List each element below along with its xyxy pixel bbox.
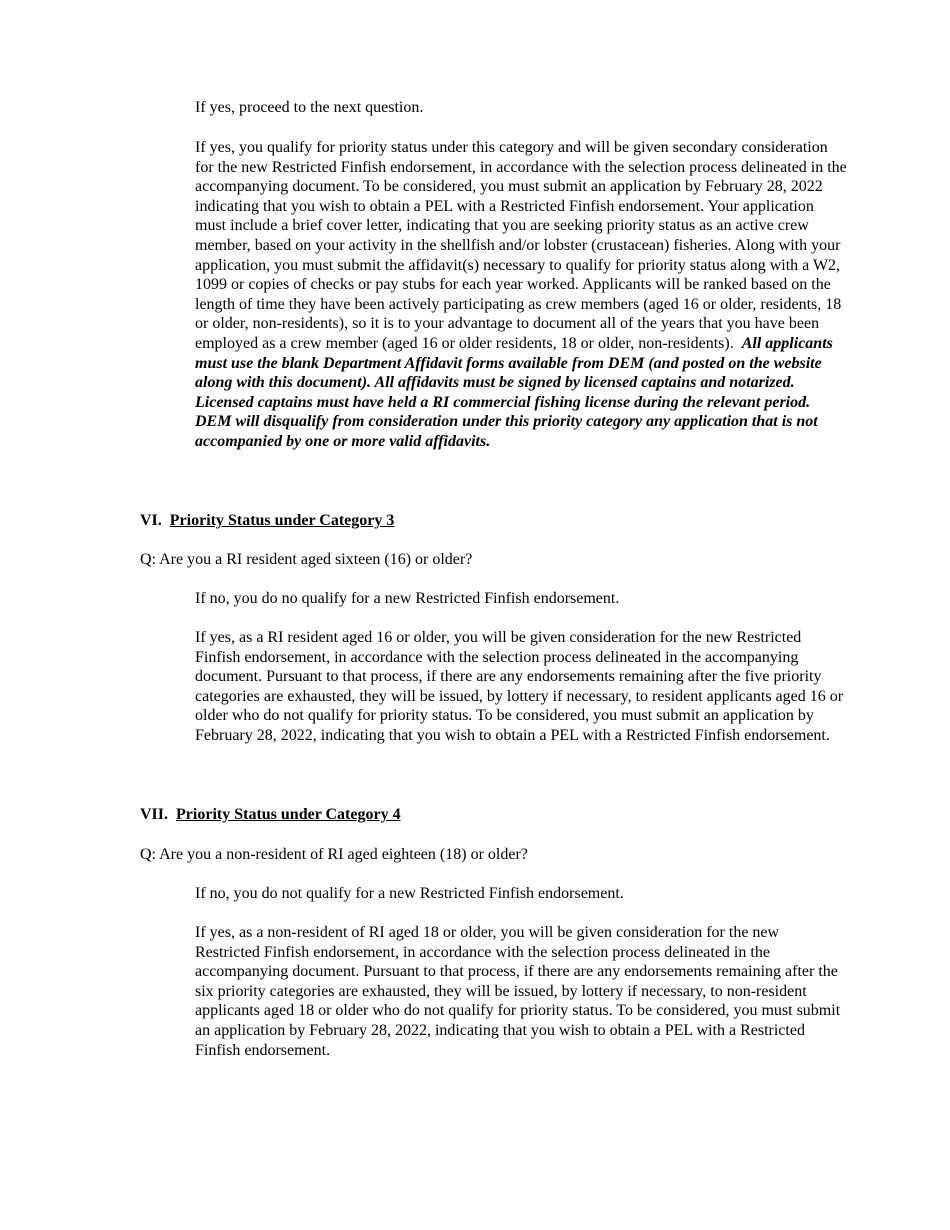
section-vii-number: VII. xyxy=(140,806,169,823)
section-vii-if-yes: If yes, as a non-resident of RI aged 18 or older, you will be given consideration for the new Restricted Finfish endorsement, in accordance with the selection process delineated in the accompanying document. Pursuant to that process, if there are any endorsements remaining after the six priority categories are exhausted, they will be issued, by lottery if necessary, to non-resident applicants aged 18 or older who do not qualify for priority status. To be considered, you must submit an application by February 28, 2022, indicating that you wish to obtain a PEL with a Restricted Finfish endorsement. xyxy=(195,924,841,1059)
if-yes-proceed-text: If yes, proceed to the next question. xyxy=(195,99,424,116)
if-yes-qualify-text: If yes, you qualify for priority status under this category and will be given secondary consideration for the new Restricted Finfish endorsement, in accordance with the selection process delineated in the accompanying document. To be considered, you must submit an application by February 28, 2022 indicating that you wish to obtain a PEL with a Restricted Finfish endorsement. Your application must include a brief cover letter, indicating that you are seeking priority status as an active crew member, based on your activity in the shellfish and/or lobster (crustacean) fisheries. Along with your application, you must submit the affidavit(s) necessary to qualify for priority status along with a W2, 1099 or copies of checks or pay stubs for each year worked. Applicants will be ranked based on the length of time they have been actively participating as crew members (aged 16 or older, residents, 18 or older, non-residents), so it is to your advantage to document all of the years that you have been employed as a crew member (aged 16 or older residents, 18 or older, non-residents). xyxy=(195,139,847,352)
section-vi-title: Priority Status under Category 3 xyxy=(169,512,395,529)
section-vii-question: Q: Are you a non-resident of RI aged eighteen (18) or older? xyxy=(140,846,528,863)
section-vi-question: Q: Are you a RI resident aged sixteen (16) or older? xyxy=(140,551,473,568)
section-vii-heading xyxy=(140,805,860,825)
section-vii-if-no: If no, you do not qualify for a new Restricted Finfish endorsement. xyxy=(195,885,624,902)
section-vi-heading xyxy=(140,511,860,531)
if-yes-qualify-paragraph xyxy=(195,138,847,452)
section-vi-number: VI. xyxy=(140,512,162,529)
affidavit-requirement-text: All applicants must use the blank Department Affidavit forms available from DEM (and posted on the website along with this document). All affidavits must be signed by licensed captains and notarized. Licensed captains must have held a RI commercial fishing license during the relevant period. DEM will disqualify from consideration under this priority category any application that is not accompanied by one or more valid affidavits. xyxy=(195,334,833,450)
section-vii-title: Priority Status under Category 4 xyxy=(176,806,401,823)
section-vi-if-yes: If yes, as a RI resident aged 16 or older, you will be given consideration for the new Restricted Finfish endorsement, in accordance with the selection process delineated in the accompanying document. Pursuant to that process, if there are any endorsements remaining after the five priority categories are exhausted, they will be issued, by lottery if necessary, to resident applicants aged 16 or older who do not qualify for priority status. To be considered, you must submit an application by February 28, 2022, indicating that you wish to obtain a PEL with a Restricted Finfish endorsement. xyxy=(195,629,844,744)
section-vi-if-no: If no, you do no qualify for a new Restricted Finfish endorsement. xyxy=(195,590,620,607)
